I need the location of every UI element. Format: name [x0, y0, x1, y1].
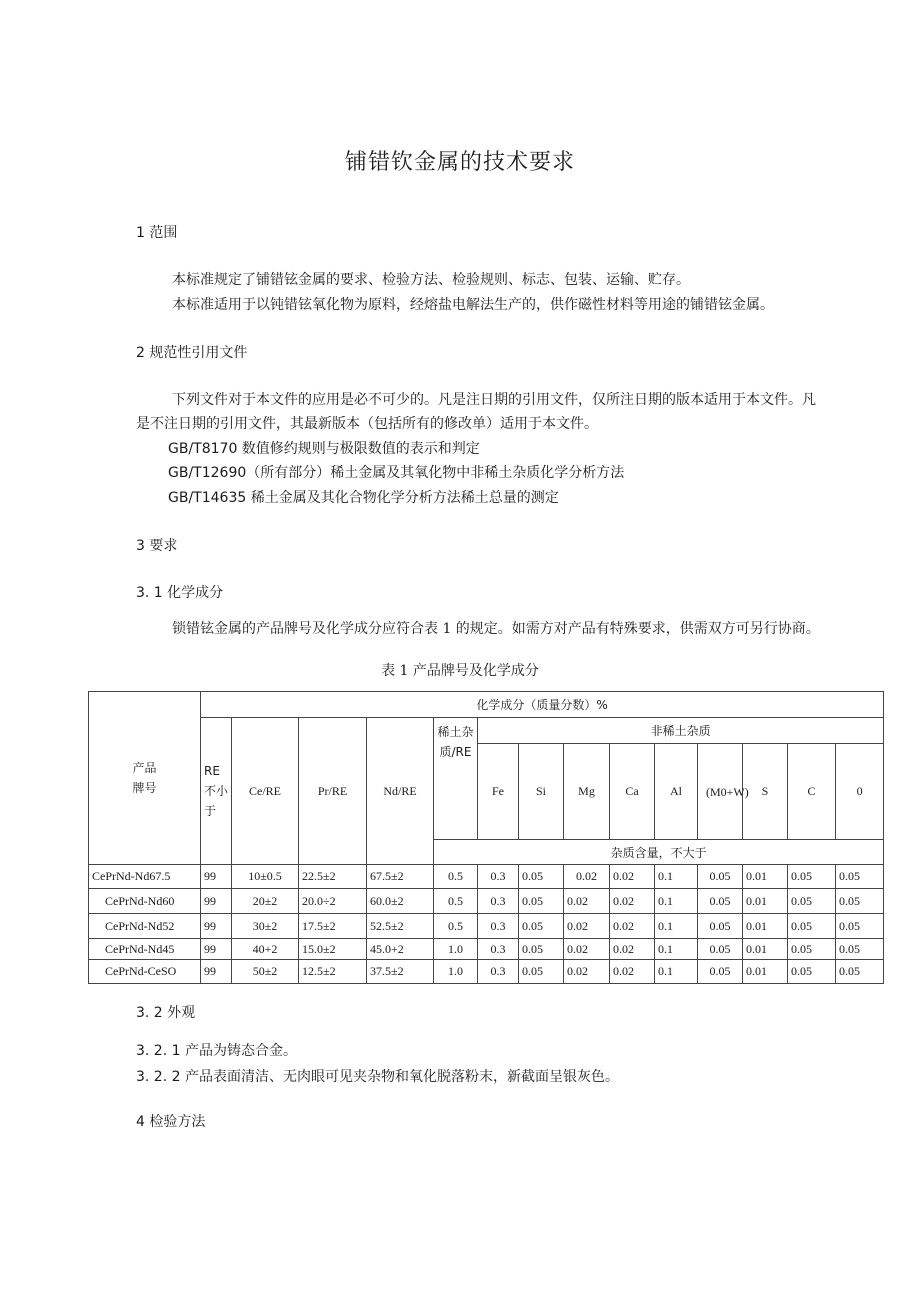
- fe-value: 0.3: [478, 914, 519, 939]
- ca-value: 0.02: [610, 914, 655, 939]
- re-value: 99: [201, 939, 232, 960]
- section-3-heading: 3 要求: [136, 538, 178, 554]
- mo-w-value: 0.05: [698, 865, 743, 889]
- product-header: [89, 692, 201, 865]
- pr-value: 15.0±2: [299, 939, 367, 960]
- table-row: [89, 939, 884, 960]
- product-grade: CePrNd-CeSO: [89, 960, 201, 984]
- nd-value: 60.0±2: [367, 889, 434, 914]
- si-value: 0.05: [519, 865, 564, 889]
- section-1-heading: 1 范围: [136, 225, 178, 241]
- fe-value: 0.3: [478, 865, 519, 889]
- reference-item: GB/T8170 数值修约规则与极限数值的表示和判定: [168, 441, 480, 457]
- mg-value: 0.02: [564, 865, 610, 889]
- section-2-heading: 2 规范性引用文件: [136, 345, 248, 361]
- nd-value: 67.5±2: [367, 865, 434, 889]
- c-value: 0.05: [788, 865, 836, 889]
- mg-value: 0.02: [564, 914, 610, 939]
- mg-value: 0.02: [564, 889, 610, 914]
- mo-w-value: 0.05: [698, 939, 743, 960]
- section-3-1-heading: 3. 1 化学成分: [136, 585, 224, 601]
- section-4-heading: 4 检验方法: [136, 1114, 206, 1130]
- impurity-col-mo-w: (M0+W): [698, 744, 743, 840]
- impurity-col-o: 0: [836, 744, 884, 840]
- ce-value: 40+2: [232, 939, 299, 960]
- table-row: [89, 960, 884, 984]
- impurity-col-al: Al: [655, 744, 698, 840]
- c-value: 0.05: [788, 960, 836, 984]
- mg-value: 0.02: [564, 960, 610, 984]
- section-3-1-text: 锁错铉金属的产品牌号及化学成分应符合表 1 的规定。如需方对产品有特殊要求，供需双方可另行协商。: [172, 621, 820, 637]
- pr-re-header: Pr/RE: [299, 718, 367, 865]
- nd-re-header: Nd/RE: [367, 718, 434, 865]
- s-value: 0.01: [743, 865, 788, 889]
- ce-value: 30±2: [232, 914, 299, 939]
- fe-value: 0.3: [478, 889, 519, 914]
- si-value: 0.05: [519, 889, 564, 914]
- section-2-paragraph-line-2: 是不注日期的引用文件，其最新版本（包括所有的修改单）适用于本文件。: [136, 416, 598, 432]
- re-value: 99: [201, 889, 232, 914]
- section-1-paragraph-2: 本标准适用于以钝错铉氧化物为原料，经熔盐电解法生产的，供作磁性材料等用途的铺错铉金属。: [172, 297, 774, 313]
- re-impurity-value: 0.5: [434, 914, 478, 939]
- impurity-limit-note: 杂质含量，不大于: [434, 840, 884, 865]
- section-2-paragraph-line-1: 下列文件对于本文件的应用是必不可少的。凡是注日期的引用文件，仅所注日期的版本适用于本文件。凡: [172, 392, 816, 408]
- non-re-impurity-header: 非稀土杂质: [478, 718, 884, 744]
- o-value: 0.05: [836, 865, 884, 889]
- impurity-col-ca: Ca: [610, 744, 655, 840]
- ce-value: 20±2: [232, 889, 299, 914]
- chemical-composition-table: [88, 691, 884, 984]
- pr-value: 20.0÷2: [299, 889, 367, 914]
- table-row: [89, 865, 884, 889]
- c-value: 0.05: [788, 914, 836, 939]
- section-3-2-heading: 3. 2 外观: [136, 1005, 196, 1021]
- si-value: 0.05: [519, 939, 564, 960]
- si-value: 0.05: [519, 960, 564, 984]
- ce-value: 50±2: [232, 960, 299, 984]
- product-grade: CePrNd-Nd60: [89, 889, 201, 914]
- nd-value: 45.0+2: [367, 939, 434, 960]
- re-value: 99: [201, 960, 232, 984]
- al-value: 0.1: [655, 889, 698, 914]
- s-value: 0.01: [743, 889, 788, 914]
- impurity-col-s: S: [743, 744, 788, 840]
- o-value: 0.05: [836, 914, 884, 939]
- mo-w-value: 0.05: [698, 889, 743, 914]
- re-impurity-value: 0.5: [434, 889, 478, 914]
- impurity-col-mg: Mg: [564, 744, 610, 840]
- nd-value: 52.5±2: [367, 914, 434, 939]
- s-value: 0.01: [743, 914, 788, 939]
- ca-value: 0.02: [610, 889, 655, 914]
- table-row: [89, 889, 884, 914]
- re-impurity-value: 1.0: [434, 939, 478, 960]
- ca-value: 0.02: [610, 939, 655, 960]
- re-impurity-header: 稀土杂质/RE: [434, 718, 478, 840]
- re-value: 99: [201, 914, 232, 939]
- product-grade: CePrNd-Nd45: [89, 939, 201, 960]
- table-row: [89, 914, 884, 939]
- product-grade: CePrNd-Nd67.5: [89, 865, 201, 889]
- al-value: 0.1: [655, 865, 698, 889]
- re-header: RE 不小于: [201, 718, 232, 865]
- re-impurity-value: 0.5: [434, 865, 478, 889]
- nd-value: 37.5±2: [367, 960, 434, 984]
- s-value: 0.01: [743, 939, 788, 960]
- product-grade: CePrNd-Nd52: [89, 914, 201, 939]
- re-impurity-value: 1.0: [434, 960, 478, 984]
- product-header-line-2: 牌号: [132, 781, 157, 795]
- impurity-col-fe: Fe: [478, 744, 519, 840]
- section-3-2-1-text: 3. 2. 1 产品为铸态合金。: [136, 1043, 297, 1059]
- al-value: 0.1: [655, 914, 698, 939]
- impurity-col-c: C: [788, 744, 836, 840]
- impurity-col-si: Si: [519, 744, 564, 840]
- ca-value: 0.02: [610, 960, 655, 984]
- al-value: 0.1: [655, 960, 698, 984]
- pr-value: 22.5±2: [299, 865, 367, 889]
- re-value: 99: [201, 865, 232, 889]
- ca-value: 0.02: [610, 865, 655, 889]
- pr-value: 17.5±2: [299, 914, 367, 939]
- o-value: 0.05: [836, 889, 884, 914]
- mo-w-value: 0.05: [698, 960, 743, 984]
- reference-item: GB/T14635 稀土金属及其化合物化学分析方法稀土总量的测定: [168, 490, 559, 506]
- section-3-2-2-text: 3. 2. 2 产品表面清洁、无肉眼可见夹杂物和氧化脱落粉末，新截面呈银灰色。: [136, 1069, 619, 1085]
- table-caption: 表 1 产品牌号及化学成分: [381, 663, 539, 679]
- mg-value: 0.02: [564, 939, 610, 960]
- mo-w-value: 0.05: [698, 914, 743, 939]
- o-value: 0.05: [836, 939, 884, 960]
- o-value: 0.05: [836, 960, 884, 984]
- section-1-paragraph-1: 本标准规定了铺错铉金属的要求、检验方法、检验规则、标志、包装、运输、贮存。: [172, 272, 690, 288]
- page-title: 铺错钦金属的技术要求: [344, 150, 575, 175]
- ce-re-header: Ce/RE: [232, 718, 299, 865]
- fe-value: 0.3: [478, 960, 519, 984]
- si-value: 0.05: [519, 914, 564, 939]
- product-header-line-1: 产品: [132, 761, 157, 775]
- reference-item: GB/T12690（所有部分）稀土金属及其氧化物中非稀土杂质化学分析方法: [168, 465, 625, 481]
- al-value: 0.1: [655, 939, 698, 960]
- s-value: 0.01: [743, 960, 788, 984]
- fe-value: 0.3: [478, 939, 519, 960]
- composition-header: 化学成分（质量分数）%: [201, 692, 884, 718]
- c-value: 0.05: [788, 939, 836, 960]
- c-value: 0.05: [788, 889, 836, 914]
- ce-value: 10±0.5: [232, 865, 299, 889]
- pr-value: 12.5±2: [299, 960, 367, 984]
